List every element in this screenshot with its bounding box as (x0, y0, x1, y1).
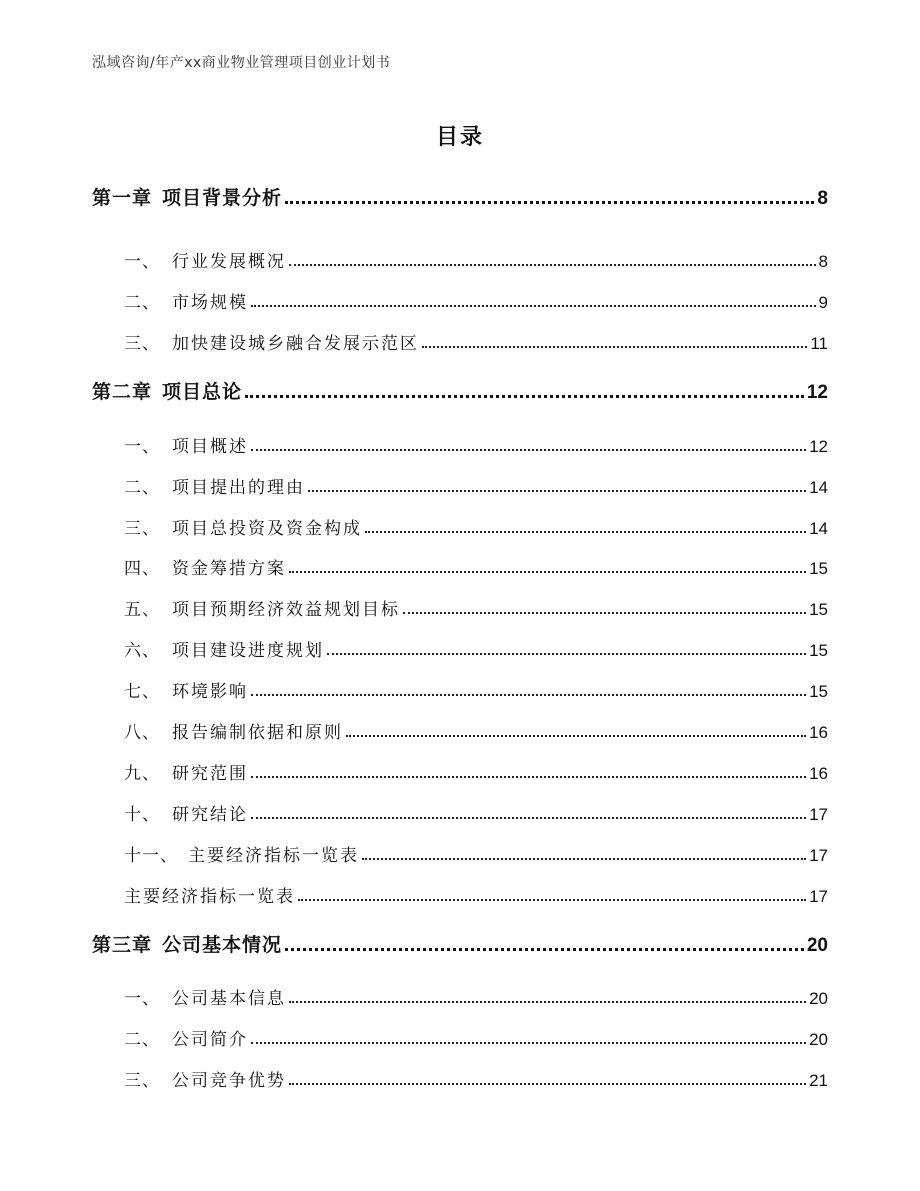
dot-leader (285, 948, 804, 951)
dot-leader (251, 776, 806, 778)
toc-entry-page-number: 12 (809, 437, 828, 456)
toc-entry-page-number: 14 (809, 478, 828, 497)
dot-leader (251, 817, 806, 819)
dot-leader (298, 899, 806, 901)
toc-chapter-entry[interactable] (92, 376, 828, 404)
toc-section-entry[interactable] (124, 981, 828, 1009)
dot-leader (422, 346, 807, 348)
toc-entry-page-number: 16 (809, 764, 828, 783)
toc-entry-label: 主要经济指标一览表 (124, 887, 295, 907)
toc-entry-number: 五、 (124, 600, 160, 620)
dot-leader (308, 490, 806, 492)
dot-leader (251, 449, 806, 451)
toc-entry-label: 公司简介 (172, 1030, 248, 1050)
toc-section-entry[interactable] (124, 470, 828, 498)
toc-entry-label: 环境影响 (172, 682, 248, 702)
toc-section-entry[interactable] (124, 429, 828, 457)
toc-section-entry[interactable] (124, 1063, 828, 1091)
toc-section-entry[interactable] (124, 797, 828, 825)
toc-entry-label: 行业发展概况 (172, 252, 286, 272)
toc-entry-label: 资金筹措方案 (172, 559, 286, 579)
toc-entry-number: 第三章 (92, 934, 153, 956)
dot-leader (289, 571, 806, 573)
dot-leader (245, 395, 804, 398)
toc-entry-page-number: 12 (806, 382, 828, 403)
toc-section-entry[interactable] (124, 633, 828, 661)
toc-entry-number: 三、 (124, 1071, 160, 1091)
dot-leader (251, 694, 806, 696)
toc-entry-label: 公司基本情况 (162, 934, 283, 956)
dot-leader (289, 264, 816, 266)
toc-entry-page-number: 15 (809, 641, 828, 660)
toc-entry-page-number: 20 (806, 935, 828, 956)
running-header: 泓域咨询/年产xx商业物业管理项目创业计划书 (92, 55, 391, 71)
dot-leader (289, 1083, 806, 1085)
toc-entry-number: 一、 (124, 989, 160, 1009)
toc-entry-number: 一、 (124, 437, 160, 457)
toc-entry-label: 公司竞争优势 (172, 1071, 286, 1091)
dot-leader (285, 201, 814, 204)
toc-entry-label: 项目背景分析 (162, 187, 283, 209)
toc-entry-number: 七、 (124, 682, 160, 702)
toc-entry-number: 十一、 (124, 846, 178, 866)
toc-entry-number: 九、 (124, 764, 160, 784)
toc-section-entry[interactable] (124, 244, 828, 272)
toc-section-entry[interactable] (124, 285, 828, 313)
toc-entry-number: 二、 (124, 1030, 160, 1050)
toc-entry-label: 项目提出的理由 (172, 478, 305, 498)
toc-entry-page-number: 16 (809, 723, 828, 742)
toc-section-entry[interactable] (124, 592, 828, 620)
toc-entry-number: 二、 (124, 478, 160, 498)
toc-entry-page-number: 15 (809, 559, 828, 578)
toc-entry-page-number: 15 (809, 682, 828, 701)
toc-entry-label: 市场规模 (172, 293, 248, 313)
toc-entry-number: 第一章 (92, 187, 153, 209)
dot-leader (346, 735, 806, 737)
toc-entry-page-number: 17 (809, 887, 828, 906)
toc-entry-page-number: 20 (809, 1030, 828, 1049)
toc-entry-label: 研究范围 (172, 764, 248, 784)
toc-entry-number: 十、 (124, 805, 160, 825)
toc-section-entry[interactable] (124, 326, 828, 354)
dot-leader (362, 858, 806, 860)
toc-section-entry[interactable] (124, 511, 828, 539)
toc-entry-number: 四、 (124, 559, 160, 579)
dot-leader (289, 1001, 806, 1003)
toc-entry-label: 报告编制依据和原则 (172, 723, 343, 743)
dot-leader (327, 653, 806, 655)
toc-entry-number: 二、 (124, 293, 160, 313)
toc-section-entry[interactable] (124, 551, 828, 579)
toc-entry-page-number: 8 (818, 252, 828, 271)
dot-leader (365, 531, 806, 533)
toc-entry-page-number: 14 (809, 519, 828, 538)
toc-entry-label: 公司基本信息 (172, 989, 286, 1009)
toc-entry-page-number: 9 (818, 293, 828, 312)
toc-section-entry[interactable] (124, 756, 828, 784)
toc-entry-number: 八、 (124, 723, 160, 743)
toc-entry-label: 加快建设城乡融合发展示范区 (172, 334, 419, 354)
toc-entry-page-number: 17 (809, 846, 828, 865)
toc-section-entry[interactable] (124, 715, 828, 743)
toc-entry-label: 项目预期经济效益规划目标 (172, 600, 400, 620)
dot-leader (251, 1042, 806, 1044)
toc-entry-number: 六、 (124, 641, 160, 661)
toc-entry-number: 三、 (124, 334, 160, 354)
toc-section-entry[interactable] (124, 674, 828, 702)
toc-entry-page-number: 11 (810, 334, 828, 353)
dot-leader (251, 305, 816, 307)
toc-entry-number: 一、 (124, 252, 160, 272)
toc-entry-page-number: 15 (809, 600, 828, 619)
toc-entry-label: 项目概述 (172, 437, 248, 457)
toc-entry-number: 三、 (124, 519, 160, 539)
toc-entry-page-number: 17 (809, 805, 828, 824)
toc-entry-page-number: 8 (817, 188, 828, 209)
toc-entry-label: 项目总投资及资金构成 (172, 519, 362, 539)
toc-section-entry[interactable] (124, 838, 828, 866)
toc-entry-label: 项目建设进度规划 (172, 641, 324, 661)
toc-entry-page-number: 20 (809, 989, 828, 1008)
toc-entry-label: 主要经济指标一览表 (188, 846, 359, 866)
toc-section-entry[interactable] (124, 879, 828, 907)
toc-chapter-entry[interactable] (92, 929, 828, 957)
toc-entry-label: 项目总论 (162, 381, 243, 403)
toc-entry-page-number: 21 (809, 1071, 828, 1090)
toc-section-entry[interactable] (124, 1022, 828, 1050)
dot-leader (403, 612, 806, 614)
toc-chapter-entry[interactable] (92, 182, 828, 210)
toc-entry-number: 第二章 (92, 381, 153, 403)
toc-title: 目录 (435, 125, 484, 150)
toc-entry-label: 研究结论 (172, 805, 248, 825)
